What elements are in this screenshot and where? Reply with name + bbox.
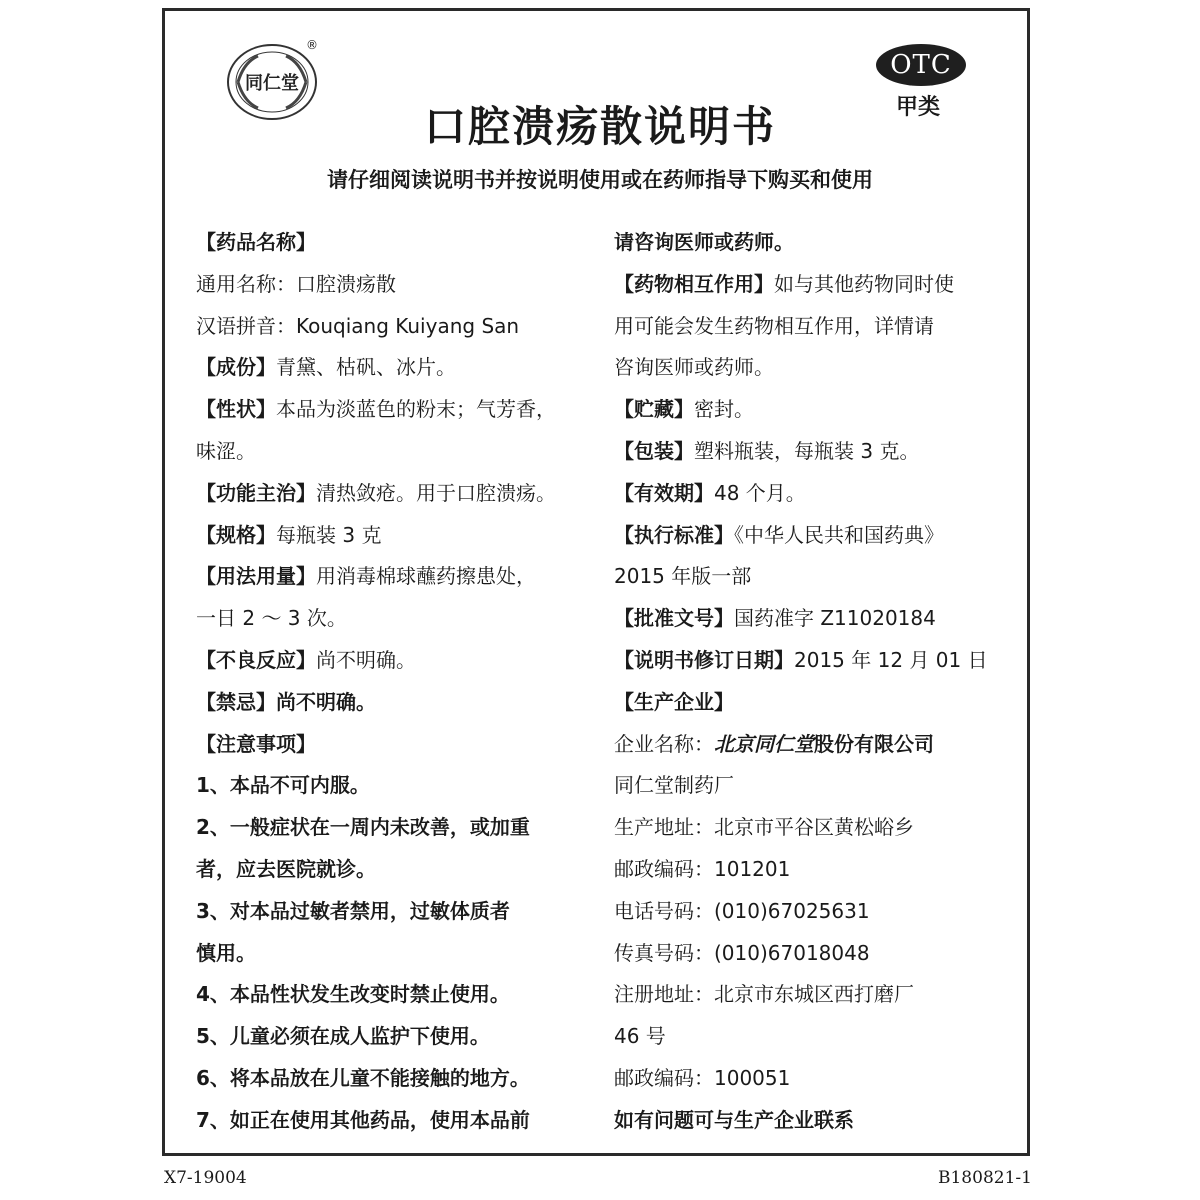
- text-line: 6、将本品放在儿童不能接触的地方。: [196, 1065, 530, 1090]
- text-line: 汉语拼音：Kouqiang Kuiyang San: [196, 313, 520, 338]
- text-line: 5、儿童必须在成人监护下使用。: [196, 1024, 490, 1049]
- text-line: 【禁忌】尚不明确。: [196, 689, 376, 714]
- footer-code-right: B180821-1: [938, 1168, 1032, 1188]
- text-line: 邮政编码：101201: [614, 856, 791, 881]
- text-line: 【规格】每瓶装 3 克: [196, 522, 382, 547]
- text-line: 【生产企业】: [614, 689, 734, 714]
- text-line: 【贮藏】密封。: [614, 397, 754, 422]
- right-column: [614, 222, 1014, 1142]
- text-line: 电话号码：(010)67025631: [614, 898, 870, 923]
- otc-badge: OTC: [876, 44, 966, 86]
- text-line: 味涩。: [196, 438, 256, 463]
- registered-mark: ®: [306, 38, 318, 52]
- text-line: 【用法用量】用消毒棉球蘸药擦患处，: [196, 564, 536, 589]
- text-line: 1、本品不可内服。: [196, 773, 370, 798]
- text-line: 通用名称：口腔溃疡散: [196, 271, 396, 296]
- text-line: 【批准文号】国药准字 Z11020184: [614, 606, 936, 631]
- svg-text:同仁堂: 同仁堂: [245, 73, 299, 94]
- text-line: 咨询医师或药师。: [614, 355, 774, 380]
- text-line: 7、如正在使用其他药品，使用本品前: [196, 1107, 530, 1132]
- text-line: 4、本品性状发生改变时禁止使用。: [196, 982, 510, 1007]
- text-line: 【成份】青黛、枯矾、冰片。: [196, 355, 456, 380]
- text-line: 注册地址：北京市东城区西打磨厂: [614, 982, 914, 1007]
- text-line: 【药品名称】: [196, 230, 316, 254]
- text-line: 【执行标准】《中华人民共和国药典》: [614, 522, 944, 547]
- text-line: 【药物相互作用】如与其他药物同时使: [614, 271, 954, 296]
- text-line: 者，应去医院就诊。: [196, 856, 376, 881]
- text-line: 生产地址：北京市平谷区黄松峪乡: [614, 815, 914, 840]
- text-line: 【功能主治】清热敛疮。用于口腔溃疡。: [196, 480, 556, 505]
- left-column: [196, 222, 596, 1142]
- text-line: 【不良反应】尚不明确。: [196, 647, 416, 672]
- otc-category: 甲类: [896, 95, 941, 120]
- text-line: 如有问题可与生产企业联系: [614, 1107, 854, 1132]
- company-brand: 北京同仁堂: [714, 731, 814, 756]
- text-line: 邮政编码：100051: [614, 1065, 791, 1090]
- text-line: 【性状】本品为淡蓝色的粉末；气芳香，: [196, 397, 556, 422]
- text-line: 2、一般症状在一周内未改善，或加重: [196, 815, 530, 840]
- text-line: 用可能会发生药物相互作用，详情请: [614, 313, 934, 338]
- page-title: 口腔溃疡散说明书: [423, 102, 776, 151]
- text-line: 企业名称：北京同仁堂股份有限公司: [614, 731, 934, 756]
- text-line: 【说明书修订日期】2015 年 12 月 01 日: [614, 647, 988, 672]
- page-subtitle: 请仔细阅读说明书并按说明使用或在药师指导下购买和使用: [327, 168, 873, 192]
- text-line: 慎用。: [196, 940, 256, 965]
- text-line: 2015 年版一部: [614, 564, 752, 589]
- text-line: 传真号码：(010)67018048: [614, 940, 870, 965]
- footer-code-left: X7-19004: [164, 1168, 247, 1188]
- text-line: 请咨询医师或药师。: [614, 230, 794, 254]
- text-line: 【注意事项】: [196, 731, 316, 756]
- text-line: 3、对本品过敏者禁用，过敏体质者: [196, 898, 510, 923]
- text-line: 一日 2 ～ 3 次。: [196, 606, 347, 631]
- text-line: 同仁堂制药厂: [614, 773, 734, 798]
- text-line: 46 号: [614, 1024, 666, 1049]
- text-line: 【包装】塑料瓶装，每瓶装 3 克。: [614, 438, 920, 463]
- text-line: 【有效期】48 个月。: [614, 480, 806, 505]
